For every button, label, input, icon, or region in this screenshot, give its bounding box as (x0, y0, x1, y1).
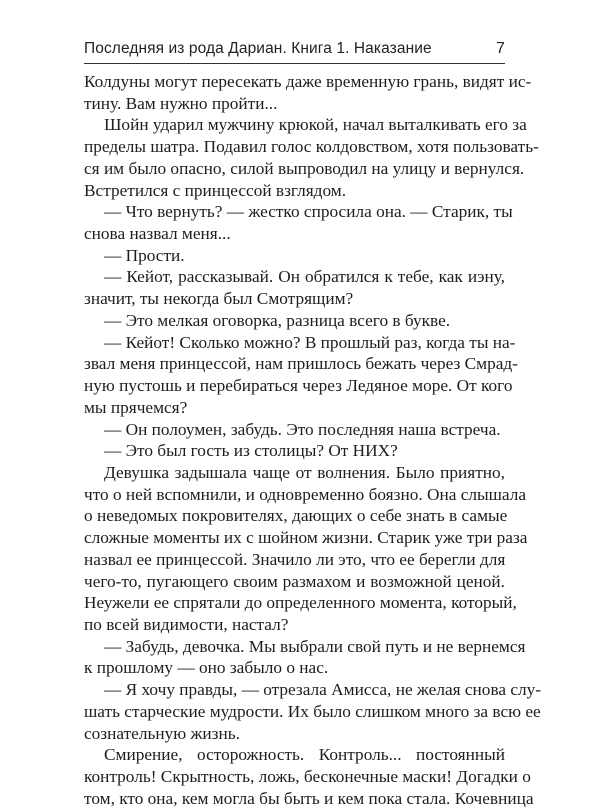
text-line: ную пустошь и перебираться через Ледяное море. От кого (84, 376, 513, 396)
text-line: — Забудь, девочка. Мы выбрали свой путь и не вернемся (104, 636, 526, 656)
text-line: — Кейот! Сколько можно? В прошлый раз, когда ты на- (104, 332, 516, 352)
text-line: — Это был гость из столицы? От НИХ? (104, 441, 398, 461)
text-line: — Он полоумен, забудь. Это последняя наша встреча. (104, 419, 501, 439)
text-line: — Прости. (104, 245, 185, 265)
text-line: — Я хочу правды, — отрезала Амисса, не желая снова слу- (104, 680, 542, 700)
text-line: звал меня принцессой, нам пришлось бежать через Смрад- (84, 354, 518, 374)
text-line: по всей видимости, настал? (84, 614, 289, 634)
text-line: о неведомых покровителях, дающих о себе знать в самые (84, 506, 508, 526)
text-line: пределы шатра. Подавил голос колдовством, хотя пользовать- (84, 137, 539, 157)
book-title: Последняя из рода Дариан. Книга 1. Наказание (84, 40, 432, 57)
running-header (84, 34, 505, 58)
text-line: Неужели ее спрятали до определенного момента, который, (84, 593, 517, 613)
text-line: мы прячемся? (84, 397, 188, 417)
text-line: сознательную жизнь. (84, 723, 240, 743)
text-line: ся им было опасно, силой выпроводил на улицу и вернулся. (84, 158, 525, 178)
text-line: к прошлому — оно забыло о нас. (84, 658, 329, 678)
text-line: — Кейот, рассказывай. Он обратился к тебе, как иэну, (104, 267, 505, 287)
page-number: 7 (496, 40, 505, 57)
body-text (84, 71, 542, 809)
text-line: Шойн ударил мужчину крюкой, начал выталкивать его за (104, 115, 527, 135)
text-line: Смирение, осторожность. Контроль... постоянный (104, 745, 505, 765)
text-line: что о ней вспомнили, и одновременно боязно. Она слышала (84, 484, 527, 504)
text-line: значит, ты некогда был Смотрящим? (84, 289, 354, 309)
text-line: — Что вернуть? — жестко спросила она. — Старик, ты (104, 202, 513, 222)
text-line: Девушка задышала чаще от волнения. Было приятно, (104, 462, 505, 482)
text-line: Встретился с принцессой взглядом. (84, 180, 347, 200)
text-line: — Это мелкая оговорка, разница всего в букве. (104, 310, 451, 330)
text-line: чего-то, пугающего своим размахом и возможной ценой. (84, 571, 505, 591)
text-line: шать старческие мудрости. Их было слишком много за всю ее (84, 701, 541, 721)
text-line: тину. Вам нужно пройти... (84, 93, 278, 113)
header-rule (84, 63, 505, 64)
text-line: сложные моменты их с шойном жизни. Старик уже три раза (84, 528, 528, 548)
text-line: назвал ее принцессой. Значило ли это, что ее берегли для (84, 549, 506, 569)
text-line: контроль! Скрытность, ложь, бесконечные маски! Догадки о (84, 767, 531, 786)
text-line: снова назвал меня... (84, 224, 231, 244)
text-line: том, кто она, кем могла бы быть и кем пока стала. Кочевница (84, 788, 534, 808)
text-line: Колдуны могут пересекать даже временную грань, видят ис- (84, 72, 532, 91)
